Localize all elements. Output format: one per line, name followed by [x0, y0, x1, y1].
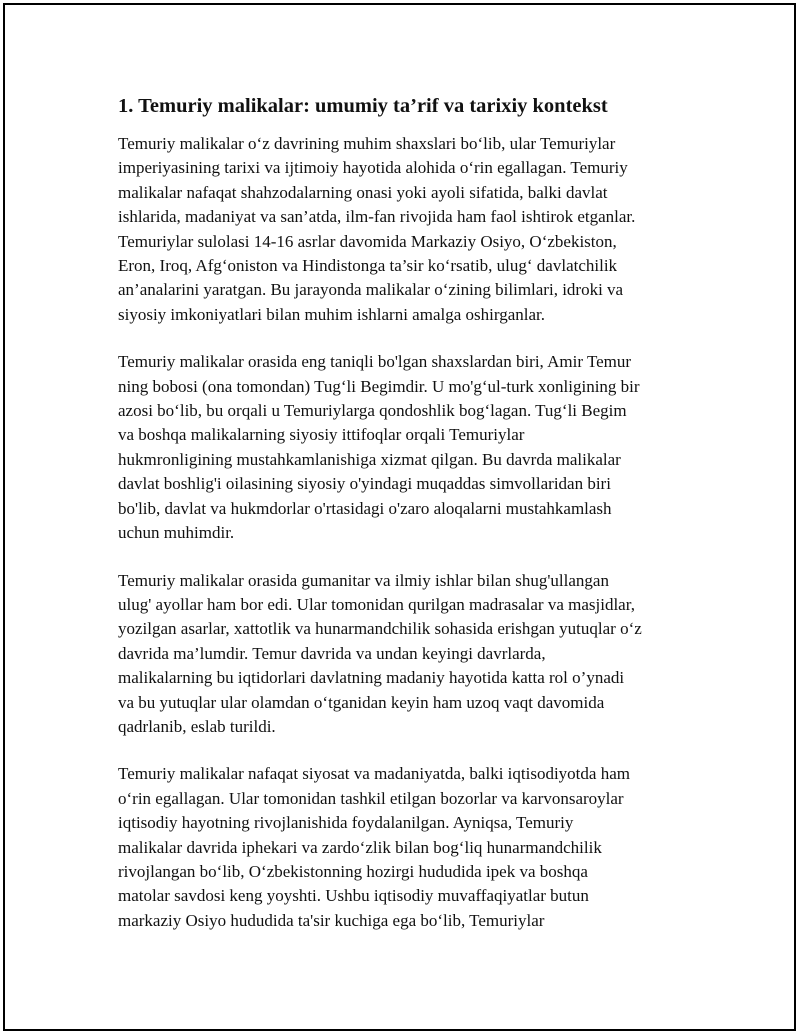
text-line: malikalar nafaqat shahzodalarning onasi yoki ayoli sifatida, balki davlat	[118, 182, 608, 202]
text-line: bo'lib, davlat va hukmdorlar o'rtasidagi o'zaro aloqalarni mustahkamlash	[118, 498, 612, 518]
text-line: Temuriy malikalar orasida gumanitar va ilmiy ishlar bilan shug'ullangan	[118, 570, 609, 590]
text-line: yozilgan asarlar, xattotlik va hunarmandchilik sohasida erishgan yutuqlar o‘z	[118, 619, 642, 639]
text-line: ishlarida, madaniyat va san’atda, ilm-fan rivojida ham faol ishtirok etganlar.	[118, 207, 636, 227]
text-line: azosi bo‘lib, bu orqali u Temuriylarga qondoshlik bog‘lagan. Tug‘li Begim	[118, 401, 627, 421]
text-line: iqtisodiy hayotning rivojlanishida foydalanilgan. Ayniqsa, Temuriy	[118, 813, 574, 833]
section-title: 1. Temuriy malikalar: umumiy ta’rif va tarixiy kontekst	[118, 95, 608, 117]
text-line: davlat boshlig'i oilasining siyosiy o'yindagi muqaddas simvollaridan biri	[118, 474, 611, 494]
paragraph-3	[118, 569, 693, 740]
text-line: uchun muhimdir.	[118, 523, 235, 543]
text-line: rivojlangan bo‘lib, O‘zbekistonning hozirgi hududida ipek va boshqa	[118, 861, 588, 881]
text-line: an’analarini yaratgan. Bu jarayonda malikalar o‘zining bilimlari, idroki va	[118, 280, 624, 300]
text-line: matolar savdosi keng yoyshti. Ushbu iqtisodiy muvaffaqiyatlar butun	[118, 886, 589, 906]
text-line: ulug' ayollar ham bor edi. Ular tomonidan qurilgan madrasalar va masjidlar,	[118, 594, 635, 614]
text-line: va boshqa malikalarning siyosiy ittifoqlar orqali Temuriylar	[118, 425, 525, 445]
paragraph-2	[118, 350, 693, 545]
text-line: o‘rin egallagan. Ular tomonidan tashkil etilgan bozorlar va karvonsaroylar	[118, 788, 624, 808]
text-line: Temuriy malikalar o‘z davrining muhim shaxslari bo‘lib, ular Temuriylar	[118, 134, 616, 153]
document-body	[118, 92, 693, 956]
text-line: va bu yutuqlar ular olamdan o‘tganidan keyin ham uzoq vaqt davomida	[118, 692, 605, 712]
text-line: Eron, Iroq, Afg‘oniston va Hindistonga ta’sir ko‘rsatib, ulug‘ davlatchilik	[118, 256, 618, 276]
text-line: hukmronligining mustahkamlanishiga xizmat qilgan. Bu davrda malikalar	[118, 449, 621, 469]
paragraph-4	[118, 762, 693, 933]
text-line: malikalarning bu iqtidorlari davlatning madaniy hayotida katta rol o’ynadi	[118, 668, 625, 688]
text-line: Temuriy malikalar orasida eng taniqli bo'lgan shaxslardan biri, Amir Temur	[118, 352, 632, 372]
text-line: davrida ma’lumdir. Temur davrida va undan keyingi davrlarda,	[118, 643, 546, 663]
text-line: siyosiy imkoniyatlari bilan muhim ishlarni amalga oshirganlar.	[118, 304, 545, 324]
paragraph-1	[118, 132, 693, 327]
text-line: imperiyasining tarixi va ijtimoiy hayotida alohida o‘rin egallagan. Temuriy	[118, 158, 628, 178]
text-line: markaziy Osiyo hududida ta'sir kuchiga ega bo‘lib, Temuriylar	[118, 910, 545, 930]
text-line: Temuriylar sulolasi 14-16 asrlar davomida Markaziy Osiyo, O‘zbekiston,	[118, 231, 617, 251]
text-line: ning bobosi (ona tomondan) Tug‘li Begimdir. U mo'g‘ul-turk xonligining bir	[118, 376, 640, 396]
text-line: malikalar davrida iphekari va zardo‘zlik bilan bog‘liq hunarmandchilik	[118, 837, 602, 857]
text-line: qadrlanib, eslab turildi.	[118, 716, 276, 736]
text-line: Temuriy malikalar nafaqat siyosat va madaniyatda, balki iqtisodiyotda ham	[118, 764, 630, 784]
